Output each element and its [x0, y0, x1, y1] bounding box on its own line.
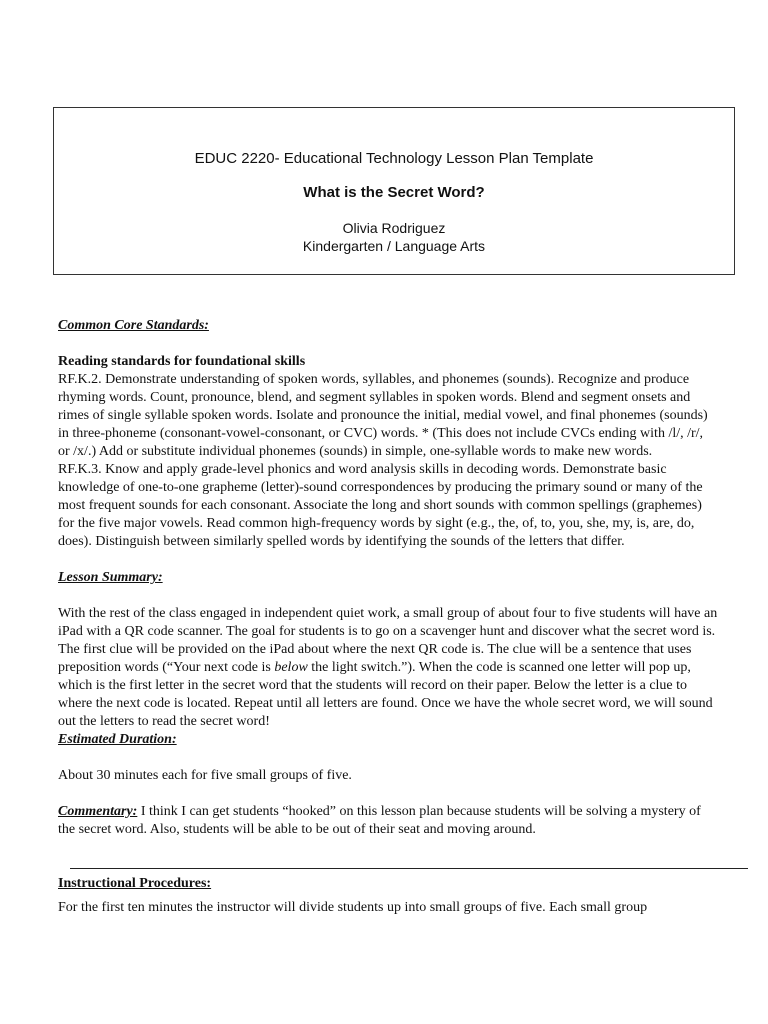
standards-subheading: Reading standards for foundational skills: [58, 354, 306, 369]
lesson-title: What is the Secret Word?: [303, 184, 485, 201]
procedures-text: For the first ten minutes the instructor will divide students up into small groups of five. Each small group: [58, 900, 648, 915]
summary-heading: Lesson Summary:: [58, 570, 163, 585]
summary-text-part-2: the light switch.”). When the code is scanned one letter will pop up, which is the first letter in the secret word that the students will record on their paper. Below the letter is a clue to where the next code is located. Repeat until all letters are found. Once we have the whole secret word, we will sound out the letters to read the secret word!: [58, 660, 713, 729]
title-box: [53, 107, 735, 275]
document-body: [58, 317, 718, 917]
standards-heading: Common Core Standards:: [58, 318, 209, 333]
grade-subject: Kindergarten / Language Arts: [302, 238, 486, 254]
standard-rfk2: RF.K.2. Demonstrate understanding of spoken words, syllables, and phonemes (sounds). Recognize and produce rhyming words. Count, pronounce, blend, and segment syllables in spoken words. Blend and segment onsets and rimes of single syllable spoken words. Isolate and pronounce the initial, medial vowel, and final phonemes (sounds) in three-phoneme (consonant-vowel-consonant, or CVC) words. * (This does not include CVCs ending with /l/, /r/, or /x/.) Add or substitute individual phonemes (sounds) in simple, one-syllable words to make new words.: [58, 372, 708, 459]
duration-section: [58, 731, 718, 749]
commentary-heading: Commentary:: [58, 804, 138, 819]
summary-italic-word: below: [274, 660, 308, 675]
duration-heading: Estimated Duration:: [58, 732, 177, 747]
standard-rfk3: RF.K.3. Know and apply grade-level phonics and word analysis skills in decoding words. Demonstrate basic knowledge of one-to-one grapheme (letter)-sound correspondences by producing the primary sound or many of the most frequent sounds for each consonant. Associate the long and short sounds with common spellings (graphemes) for the five major vowels. Read common high-frequency words by sight (e.g., the, of, to, you, she, my, is, are, do, does). Distinguish between similarly spelled words by identifying the sounds of the letters that differ.: [58, 462, 703, 549]
commentary-paragraph: [58, 803, 718, 839]
horizontal-rule: [70, 868, 748, 869]
summary-section: [58, 569, 718, 587]
course-title: EDUC 2220- Educational Technology Lesson Plan Template: [194, 150, 594, 167]
procedures-section: [58, 875, 718, 893]
commentary-text: I think I can get students “hooked” on this lesson plan because students will be solving a mystery of the secret word. Also, students will be able to be out of their seat and moving around.: [58, 804, 701, 837]
procedures-heading: Instructional Procedures:: [58, 876, 212, 891]
duration-text: About 30 minutes each for five small groups of five.: [58, 768, 352, 783]
summary-text-part-1: With the rest of the class engaged in independent quiet work, a small group of about four to five students will have an iPad with a QR code scanner. The goal for students is to go on a scavenger hunt and discover what the secret word is. The first clue will be provided on the iPad about where the next QR code is. The clue will be a sentence that uses preposition words (“Your next code is: [58, 606, 718, 675]
standards-section: [58, 317, 718, 335]
summary-text: [58, 605, 718, 731]
author-name: Olivia Rodriguez: [342, 220, 446, 236]
